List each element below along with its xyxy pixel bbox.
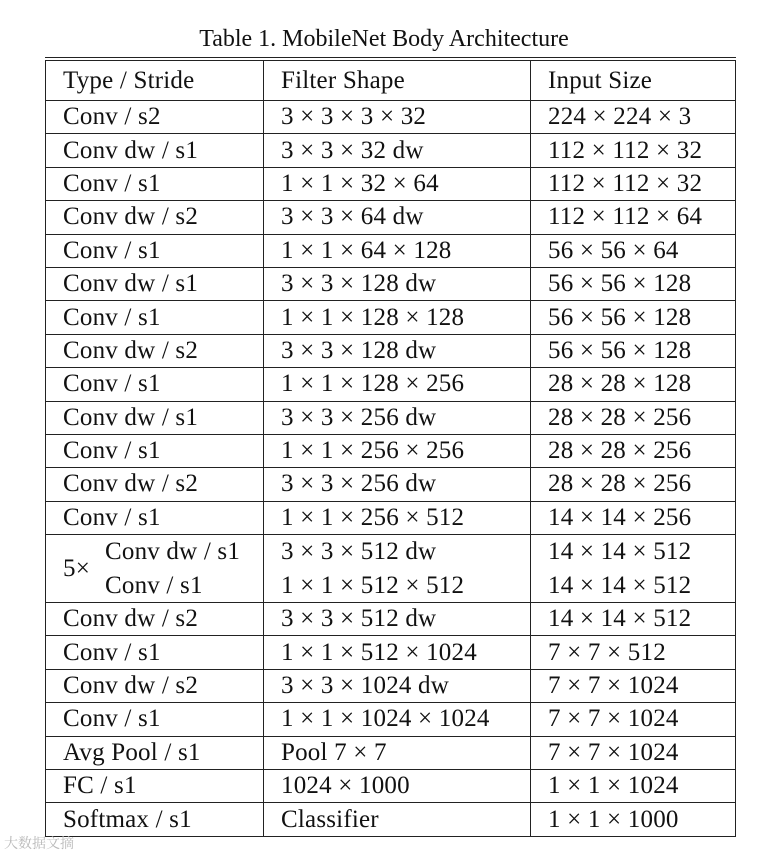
- repeat-type-line: Conv dw / s1: [105, 538, 241, 566]
- table-row: [46, 234, 736, 267]
- table-row: [46, 368, 736, 401]
- cell-input: 28 × 28 × 256: [531, 434, 736, 467]
- cell-filter: 3 × 3 × 1024 dw: [264, 669, 531, 702]
- cell-type: Conv / s1: [46, 434, 264, 467]
- table-row: [46, 703, 736, 736]
- table-row: [46, 770, 736, 803]
- table-caption: Table 1. MobileNet Body Architecture: [199, 26, 569, 52]
- header-row: [46, 59, 736, 101]
- repeat-group: [63, 535, 263, 602]
- cell-filter: 3 × 3 × 512 dw: [264, 603, 531, 636]
- cell-filter: 1 × 1 × 128 × 256: [264, 368, 531, 401]
- architecture-table: [45, 57, 736, 837]
- cell-filter: Classifier: [264, 803, 531, 836]
- header-input-size: Input Size: [531, 59, 736, 101]
- repeat-type-line: Conv / s1: [105, 571, 203, 599]
- cell-filter: 3 × 3 × 128 dw: [264, 334, 531, 367]
- table-row: [46, 501, 736, 534]
- cell-filter: 1 × 1 × 256 × 512: [264, 501, 531, 534]
- cell-input: 112 × 112 × 64: [531, 201, 736, 234]
- table-row: [46, 401, 736, 434]
- cell-filter: 1024 × 1000: [264, 770, 531, 803]
- cell-input: 14 × 14 × 512: [531, 603, 736, 636]
- table-row: [46, 636, 736, 669]
- cell-filter: 3 × 3 × 32 dw: [264, 134, 531, 167]
- cell-type: Conv / s1: [46, 368, 264, 401]
- cell-input: 56 × 56 × 64: [531, 234, 736, 267]
- cell-type: Avg Pool / s1: [46, 736, 264, 769]
- cell-type: Conv / s1: [46, 501, 264, 534]
- cell-type: Conv / s1: [46, 167, 264, 200]
- cell-filter: [264, 535, 531, 603]
- repeat-filter-line: 3 × 3 × 512 dw: [281, 538, 437, 566]
- table-row: [46, 334, 736, 367]
- table-row: [46, 101, 736, 134]
- table-row: [46, 301, 736, 334]
- cell-type: Conv dw / s1: [46, 401, 264, 434]
- cell-input: 7 × 7 × 1024: [531, 669, 736, 702]
- cell-type: Conv dw / s1: [46, 134, 264, 167]
- table-body: [46, 101, 736, 837]
- cell-input: 56 × 56 × 128: [531, 334, 736, 367]
- table-row: [46, 167, 736, 200]
- cell-input: 7 × 7 × 1024: [531, 736, 736, 769]
- cell-type: FC / s1: [46, 770, 264, 803]
- table-row: [46, 434, 736, 467]
- cell-input: 56 × 56 × 128: [531, 267, 736, 300]
- cell-filter: Pool 7 × 7: [264, 736, 531, 769]
- table-header: [46, 59, 736, 101]
- cell-input: 14 × 14 × 256: [531, 501, 736, 534]
- header-type-stride: Type / Stride: [46, 59, 264, 101]
- cell-input: 7 × 7 × 1024: [531, 703, 736, 736]
- cell-filter: 1 × 1 × 512 × 1024: [264, 636, 531, 669]
- cell-type: Conv / s1: [46, 636, 264, 669]
- table-row: [46, 803, 736, 836]
- table-row: [46, 201, 736, 234]
- cell-filter: 1 × 1 × 256 × 256: [264, 434, 531, 467]
- table-row: [46, 468, 736, 501]
- cell-filter: 3 × 3 × 256 dw: [264, 401, 531, 434]
- header-filter-shape: Filter Shape: [264, 59, 531, 101]
- cell-input: 224 × 224 × 3: [531, 101, 736, 134]
- cell-filter: 1 × 1 × 1024 × 1024: [264, 703, 531, 736]
- cell-type: Conv dw / s2: [46, 669, 264, 702]
- watermark-logo: 大数据文摘: [4, 836, 74, 852]
- cell-type: Conv / s1: [46, 703, 264, 736]
- cell-input: 7 × 7 × 512: [531, 636, 736, 669]
- cell-input: 56 × 56 × 128: [531, 301, 736, 334]
- cell-filter: 1 × 1 × 128 × 128: [264, 301, 531, 334]
- table-row-repeated-block: [46, 535, 736, 603]
- table-row: [46, 669, 736, 702]
- cell-input: 1 × 1 × 1024: [531, 770, 736, 803]
- cell-input: [531, 535, 736, 603]
- cell-type: Conv dw / s2: [46, 201, 264, 234]
- cell-filter: 1 × 1 × 64 × 128: [264, 234, 531, 267]
- cell-type: Conv / s1: [46, 301, 264, 334]
- table-row: [46, 267, 736, 300]
- cell-input: 1 × 1 × 1000: [531, 803, 736, 836]
- cell-filter: 3 × 3 × 3 × 32: [264, 101, 531, 134]
- repeat-filter-line: 1 × 1 × 512 × 512: [281, 571, 465, 599]
- repeat-input-line: 14 × 14 × 512: [548, 571, 692, 599]
- cell-type: Conv dw / s2: [46, 334, 264, 367]
- cell-type: Softmax / s1: [46, 803, 264, 836]
- repeat-types: [105, 535, 240, 602]
- cell-input: 28 × 28 × 128: [531, 368, 736, 401]
- cell-filter: 3 × 3 × 64 dw: [264, 201, 531, 234]
- cell-input: 28 × 28 × 256: [531, 468, 736, 501]
- cell-type: Conv / s1: [46, 234, 264, 267]
- cell-input: 112 × 112 × 32: [531, 134, 736, 167]
- cell-type: [46, 535, 264, 603]
- cell-type: Conv dw / s2: [46, 468, 264, 501]
- repeat-input-line: 14 × 14 × 512: [548, 538, 692, 566]
- cell-filter: 1 × 1 × 32 × 64: [264, 167, 531, 200]
- cell-input: 28 × 28 × 256: [531, 401, 736, 434]
- table-row: [46, 736, 736, 769]
- cell-filter: 3 × 3 × 128 dw: [264, 267, 531, 300]
- cell-filter: 3 × 3 × 256 dw: [264, 468, 531, 501]
- table-row: [46, 603, 736, 636]
- cell-type: Conv dw / s2: [46, 603, 264, 636]
- repeat-multiplier: 5×: [63, 554, 90, 582]
- cell-input: 112 × 112 × 32: [531, 167, 736, 200]
- cell-type: Conv / s2: [46, 101, 264, 134]
- table-row: [46, 134, 736, 167]
- cell-type: Conv dw / s1: [46, 267, 264, 300]
